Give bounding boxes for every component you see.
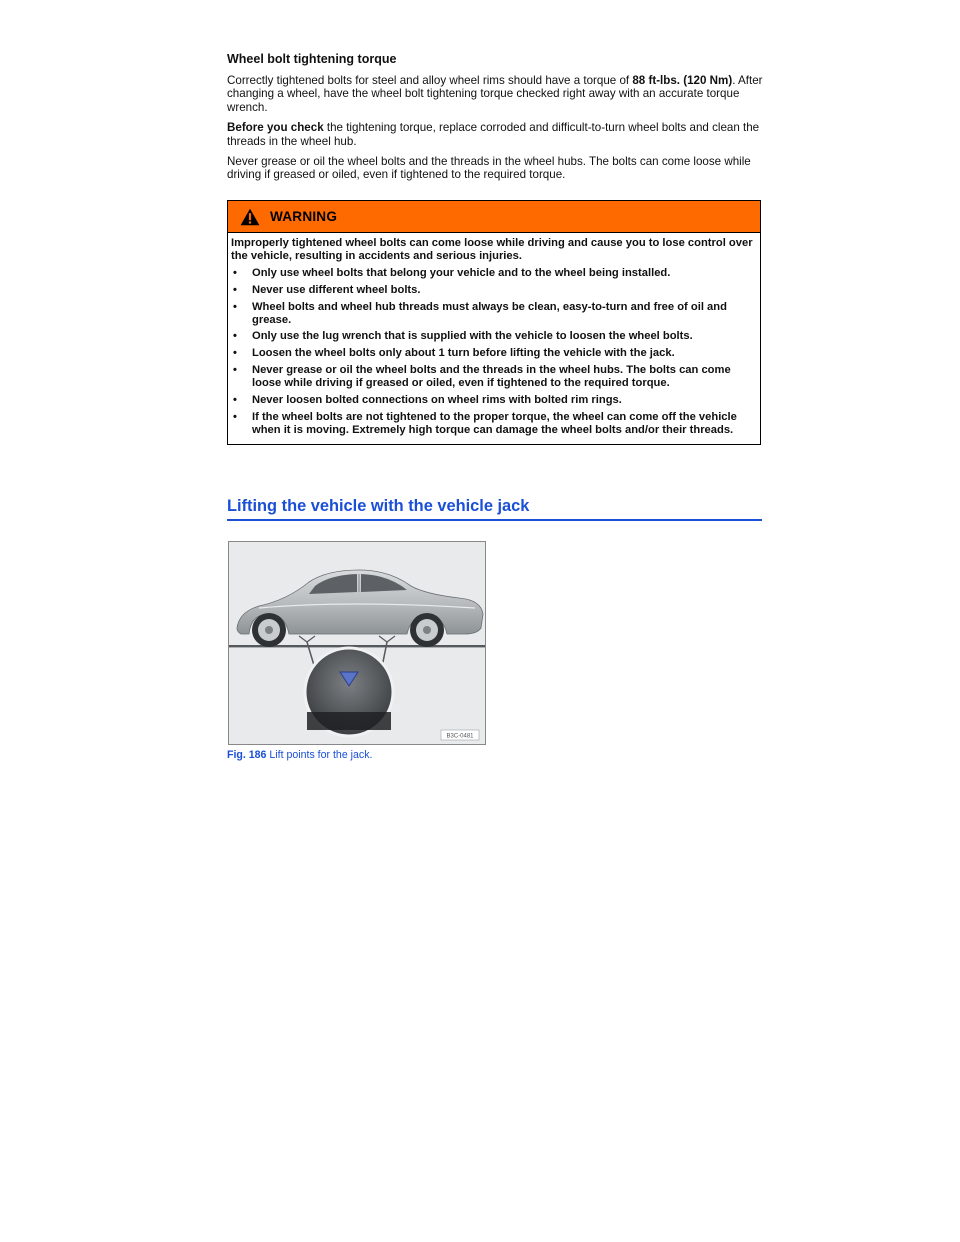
bullet: • [233,266,237,279]
warning-body [228,233,760,444]
warning-item [231,267,756,280]
bullet: • [233,300,237,313]
warning-item [231,284,756,297]
warning-item-text: Only use wheel bolts that belong your vehicle and to the wheel being installed. [252,266,671,279]
warning-box [227,200,761,445]
figure-code-label: B3C-0481 [446,733,474,740]
warning-item [231,364,756,390]
figure-caption [227,749,372,761]
bullet: • [233,330,237,343]
figure-number: Fig. 186 [227,749,267,761]
warning-intro: Improperly tightened wheel bolts can come loose while driving and cause you to lose control over the vehicle, resulting in accidents and serious injuries. [231,237,753,262]
torque-p1-text-b: . After changing a wheel, have the wheel bolt tightening torque checked right away with an accurate torque wrench. [227,74,763,114]
warning-list [231,267,756,437]
warning-item [231,330,756,343]
warning-item-text: Wheel bolts and wheel hub threads must always be clean, easy-to-turn and free of oil and grease. [252,300,727,326]
warning-item-text: Loosen the wheel bolts only about 1 turn before lifting the vehicle with the jack. [252,347,675,360]
bullet: • [233,394,237,407]
bullet: • [233,410,237,423]
warning-item-text: If the wheel bolts are not tightened to the proper torque, the wheel can come off the vehicle when it is moving. Extremely high torque can damage the wheel bolts and/or their threads. [252,410,737,436]
torque-section [227,52,763,189]
torque-heading: Wheel bolt tightening torque [227,52,397,66]
car-lift-illustration [229,542,485,744]
before-you-check-label: Before you check [227,121,324,135]
torque-paragraph-3: Never grease or oil the wheel bolts and the threads in the wheel hubs. The bolts can come loose while driving if greased or oiled, even if tightened to the required torque. [227,155,751,182]
bullet: • [233,364,237,377]
torque-paragraph-1 [227,74,763,114]
torque-p2-text: the tightening torque, replace corroded and difficult-to-turn wheel bolts and clean the threads in the wheel hub. [227,121,760,148]
warning-item [231,394,756,407]
warning-item [231,347,756,360]
warning-item-text: Only use the lug wrench that is supplied with the vehicle to loosen the wheel bolts. [252,330,693,343]
warning-item-text: Never grease or oil the wheel bolts and the threads in the wheel hubs. The bolts can come loose while driving if greased or oiled, even if tightened to the required torque. [252,364,731,390]
bullet: • [233,283,237,296]
warning-triangle-icon [240,208,260,226]
warning-title: WARNING [270,209,338,224]
bullet: • [233,347,237,360]
warning-item [231,411,756,437]
figure-caption-text: Lift points for the jack. [266,749,373,761]
torque-value: 88 ft-lbs. (120 Nm) [632,74,733,87]
torque-p1-text-a: Correctly tightened bolts for steel and alloy wheel rims should have a torque of [227,74,633,87]
warning-item-text: Never use different wheel bolts. [252,283,421,296]
warning-item [231,301,756,327]
section-heading: Lifting the vehicle with the vehicle jack [227,497,762,521]
warning-header [228,201,760,233]
figure-lift-points [228,541,486,745]
torque-paragraph-2 [227,121,763,148]
warning-item-text: Never loosen bolted connections on wheel rims with bolted rim rings. [252,394,622,407]
